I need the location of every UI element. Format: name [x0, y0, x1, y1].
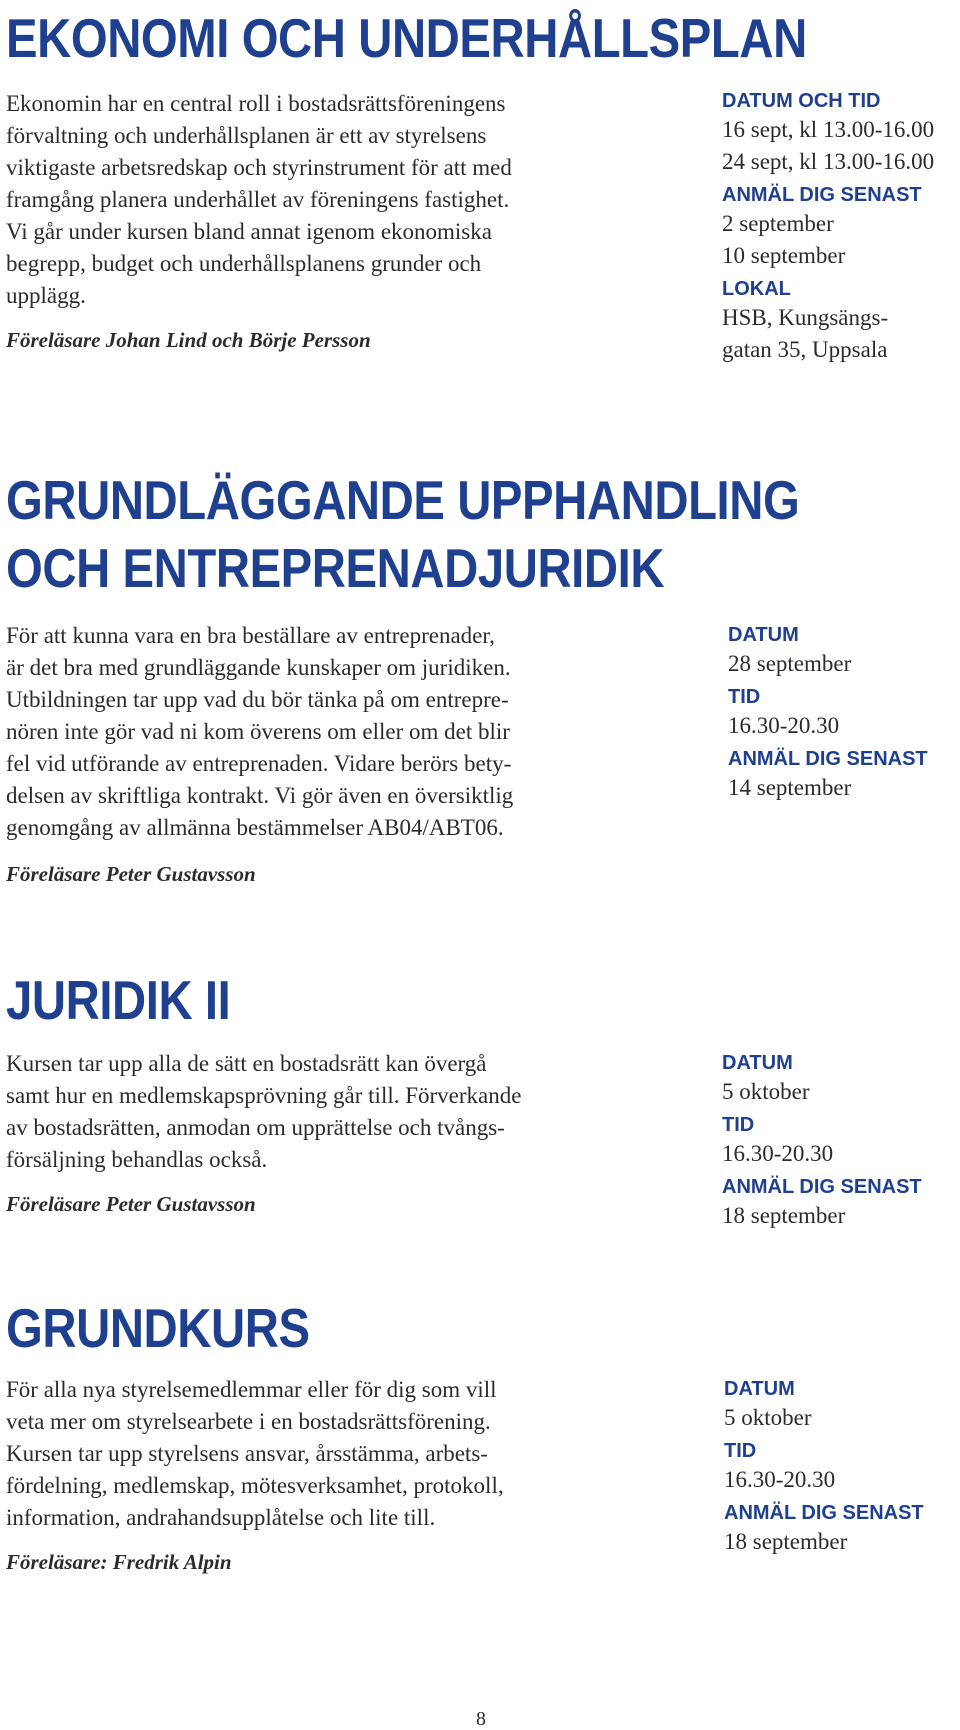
info-value-datum-och-tid: 16 sept, kl 13.00-16.00 24 sept, kl 13.00-16.00 [722, 117, 935, 174]
section-4-body: För alla nya styrelsemedlemmar eller för dig som vill veta mer om styrelsearbete i en bostadsrättsförening. Kursen tar upp styrelsens ansvar, årsstämma, arbets- fördelning, medlemskap, mötesverksamhet, protokoll, information, andrahandsupplåtelse och lite till. [6, 1377, 504, 1530]
section-1-lecturer: Föreläsare Johan Lind och Börje Persson [6, 328, 371, 352]
info-value-anmal: 14 september [728, 775, 852, 800]
page-number: 8 [476, 1708, 486, 1730]
info-value-tid: 16.30-20.30 [722, 1141, 834, 1166]
info-value-datum: 28 september [728, 651, 852, 676]
section-2-body: För att kunna vara en bra beställare av entreprenader, är det bra med grundläggande kunskaper om juridiken. Utbildningen tar upp vad du bör tänka på om entrepre- nören inte gör vad ni kom överens om eller om det blir fel vid utförande av entreprenaden. Vidare berörs bety- delsen av skriftliga kontrakt. Vi gör även en översiktlig genomgång av allmänna bestämmelser AB04/ABT06. [6, 623, 514, 840]
section-3-info [722, 1050, 960, 1236]
info-value-anmal: 2 september 10 september [722, 211, 846, 268]
info-label-tid: TID [722, 1114, 755, 1136]
info-value-tid: 16.30-20.30 [728, 713, 840, 738]
info-value-anmal: 18 september [724, 1529, 848, 1554]
section-3-body: Kursen tar upp alla de sätt en bostadsrätt kan övergå samt hur en medlemskapsprövning går till. Förverkande av bostadsrätten, anmodan om upprättelse och tvångs- försäljning behandlas också. [6, 1051, 522, 1172]
section-4-lecturer: Föreläsare: Fredrik Alpin [6, 1550, 232, 1574]
info-label-datum: DATUM [722, 1052, 793, 1074]
section-2-lecturer: Föreläsare Peter Gustavsson [6, 862, 256, 886]
section-2-title-line1: GRUNDLÄGGANDE UPPHANDLING [6, 469, 800, 531]
info-label-tid: TID [728, 686, 761, 708]
info-value-tid: 16.30-20.30 [724, 1467, 836, 1492]
info-label-datum: DATUM [728, 624, 799, 646]
section-1-info [722, 88, 960, 370]
info-label-anmal: ANMÄL DIG SENAST [722, 1176, 922, 1198]
info-label-datum: DATUM [724, 1378, 795, 1400]
info-value-datum: 5 oktober [724, 1405, 812, 1430]
section-1-body: Ekonomin har en central roll i bostadsrättsföreningens förvaltning och underhållsplanen är ett av styrelsens viktigaste arbetsredskap och styrinstrument för att med framgång planera underhållet av föreningens fastighet. Vi går under kursen bland annat igenom ekonomiska begrepp, budget och underhållsplanens grunder och upplägg. [6, 91, 512, 308]
section-4-info [724, 1376, 960, 1562]
section-2-title-line2: OCH ENTREPRENADJURIDIK [6, 537, 665, 599]
info-value-lokal: HSB, Kungsängs- gatan 35, Uppsala [722, 305, 889, 362]
info-label-datum-och-tid: DATUM OCH TID [722, 90, 881, 112]
info-label-anmal: ANMÄL DIG SENAST [722, 184, 922, 206]
section-1-title: EKONOMI OCH UNDERHÅLLSPLAN [6, 7, 807, 69]
info-label-anmal: ANMÄL DIG SENAST [724, 1502, 924, 1524]
info-label-tid: TID [724, 1440, 757, 1462]
info-label-lokal: LOKAL [722, 278, 791, 300]
section-2-info [728, 622, 960, 808]
section-3-lecturer: Föreläsare Peter Gustavsson [6, 1192, 256, 1216]
info-value-anmal: 18 september [722, 1203, 846, 1228]
section-4-title: GRUNDKURS [6, 1297, 310, 1359]
info-label-anmal: ANMÄL DIG SENAST [728, 748, 928, 770]
section-3-title: JURIDIK II [6, 969, 231, 1031]
info-value-datum: 5 oktober [722, 1079, 810, 1104]
